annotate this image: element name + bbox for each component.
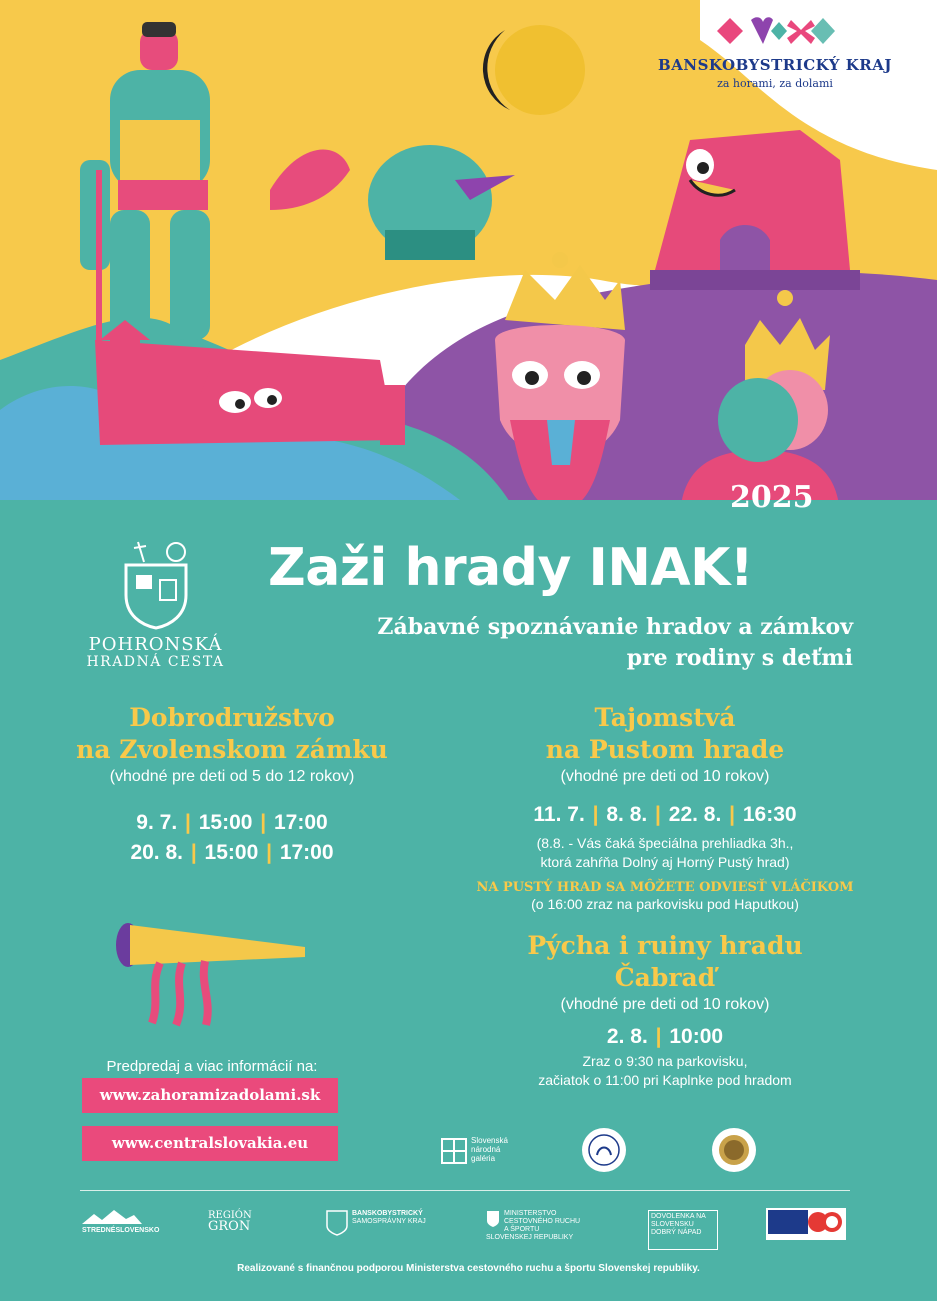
region-gron-logo (208, 1210, 273, 1250)
subtitle-line-2: pre rodiny s deťmi (626, 645, 853, 671)
event-cabrad (445, 930, 885, 1090)
stredne-slovensko-logo (82, 1210, 160, 1250)
date: 2. 8. (606, 1025, 648, 1048)
date: 11. 7. (533, 803, 585, 826)
bbsk-logo (326, 1210, 446, 1250)
museum-seal-icon (711, 1127, 757, 1173)
separator: | (260, 841, 278, 864)
eu-road-logo-icon (766, 1208, 846, 1240)
coat-of-arms-icon (116, 540, 196, 630)
train-info: NA PUSTÝ HRAD SA MÔŽETE ODVIESŤ VLÁČIKOM (476, 880, 854, 895)
event-note-line-2: ktorá zahŕňa Dolný aj Horný Pustý hrad) (540, 854, 790, 870)
ministry-line-3: A ŠPORTU (504, 1226, 540, 1233)
separator: | (723, 803, 741, 826)
event-age: (vhodné pre deti od 10 rokov) (560, 996, 770, 1013)
event-title-line-2: Čabraď (614, 963, 716, 992)
divider (80, 1190, 850, 1191)
snm-line-3: galéria (471, 1154, 496, 1163)
event-times-row-2 (20, 838, 444, 868)
ministry-line-1: MINISTERSTVO (504, 1210, 557, 1217)
separator: | (185, 841, 203, 864)
time: 15:00 (198, 811, 253, 834)
event-title-line-1: Dobrodružstvo (129, 703, 335, 732)
event-times-row-1 (445, 1022, 885, 1052)
snm-line-1: Slovenská (471, 1136, 508, 1145)
event-times-row-1 (20, 808, 444, 838)
event-age: (vhodné pre deti od 5 do 12 rokov) (109, 768, 355, 785)
footer-text: Realizované s finančnou podporou Ministerstva cestovného ruchu a športu Slovenskej republiky. (237, 1263, 700, 1274)
dovolenka-line-2: SLOVENSKU (651, 1221, 694, 1228)
page-subtitle (233, 612, 853, 674)
time: 10:00 (669, 1025, 724, 1048)
snm-logo (441, 1136, 521, 1170)
event-times-row-1 (445, 800, 885, 830)
time: 17:00 (273, 811, 328, 834)
mountain-icon (82, 1210, 142, 1224)
banskobystricky-kraj-brand (640, 14, 910, 90)
presale-label: Predpredaj a viac informácií na: (106, 1058, 318, 1075)
separator: | (179, 811, 197, 834)
dovolenka-logo (648, 1210, 718, 1250)
snm-icon (441, 1138, 467, 1164)
subtitle-line-1: Zábavné spoznávanie hradov a zámkov (377, 614, 853, 640)
date: 9. 7. (136, 811, 178, 834)
time: 17:00 (279, 841, 334, 864)
event-title-line-2: na Pustom hrade (545, 735, 785, 764)
event-title-line-2: na Zvolenskom zámku (76, 735, 388, 764)
dovolenka-line-1: DOVOLENKA NA (651, 1213, 706, 1220)
sun-icon (495, 25, 585, 115)
ministry-line-4: SLOVENSKEJ REPUBLIKY (486, 1234, 574, 1241)
separator: | (254, 811, 272, 834)
snm-text (471, 1136, 508, 1163)
pohronska-hradna-cesta-logo (68, 540, 243, 670)
bbsk-line-1: BANSKOBYSTRICKÝ (352, 1210, 423, 1217)
separator: | (586, 803, 605, 826)
event-age: (vhodné pre deti od 10 rokov) (560, 768, 770, 785)
separator: | (649, 803, 667, 826)
time: 16:30 (742, 803, 797, 826)
event-note-line-1: (8.8. - Vás čaká špeciálna prehliadka 3h., (536, 835, 794, 851)
time: 15:00 (204, 841, 259, 864)
horn-icon (110, 915, 315, 1030)
bbsk-crest-icon (326, 1210, 348, 1236)
centralslovakia-link[interactable]: www.centralslovakia.eu (82, 1126, 338, 1161)
ministry-logo (486, 1210, 601, 1250)
page-title: Zaži hrady INAK! (268, 538, 754, 598)
brand-logo-icon (715, 14, 835, 48)
brand-tagline: za horami, za dolami (717, 77, 833, 90)
slovak-crest-icon (486, 1210, 500, 1228)
event-note-line-2: začiatok o 11:00 pri Kaplnke pod hradom (538, 1072, 792, 1088)
brand-name: BANSKOBYSTRICKÝ KRAJ (658, 56, 892, 74)
year-label: 2025 (730, 480, 814, 515)
event-title-line-1: Tajomstvá (594, 703, 736, 732)
event-zvolen (20, 702, 444, 868)
date: 8. 8. (606, 803, 648, 826)
date: 20. 8. (130, 841, 183, 864)
bbsk-line-2: SAMOSPRÁVNY KRAJ (352, 1218, 426, 1225)
ministry-line-2: CESTOVNÉHO RUCHU (504, 1218, 581, 1225)
region-text: REGIÓN (208, 1210, 252, 1221)
event-title-line-1: Pýcha i ruiny hradu (527, 931, 803, 960)
event-note-line-1: Zraz o 9:30 na parkovisku, (582, 1053, 748, 1069)
zahoramizadolami-link[interactable]: www.zahoramizadolami.sk (82, 1078, 338, 1113)
stredne-text: STREDNÉSLOVENSKO (82, 1227, 160, 1234)
archaeology-seal-icon (581, 1127, 627, 1173)
train-note: (o 16:00 zraz na parkovisku pod Haputkou) (531, 896, 799, 912)
gron-text: GRON (208, 1219, 251, 1234)
route-name: POHRONSKÁ (88, 634, 223, 655)
dovolenka-line-3: DOBRÝ NÁPAD (651, 1229, 702, 1236)
event-pusty-hrad (445, 702, 885, 1090)
snm-line-2: národná (471, 1145, 501, 1154)
route-subtitle: HRADNÁ CESTA (86, 654, 225, 670)
separator: | (649, 1025, 668, 1048)
date: 22. 8. (668, 803, 722, 826)
